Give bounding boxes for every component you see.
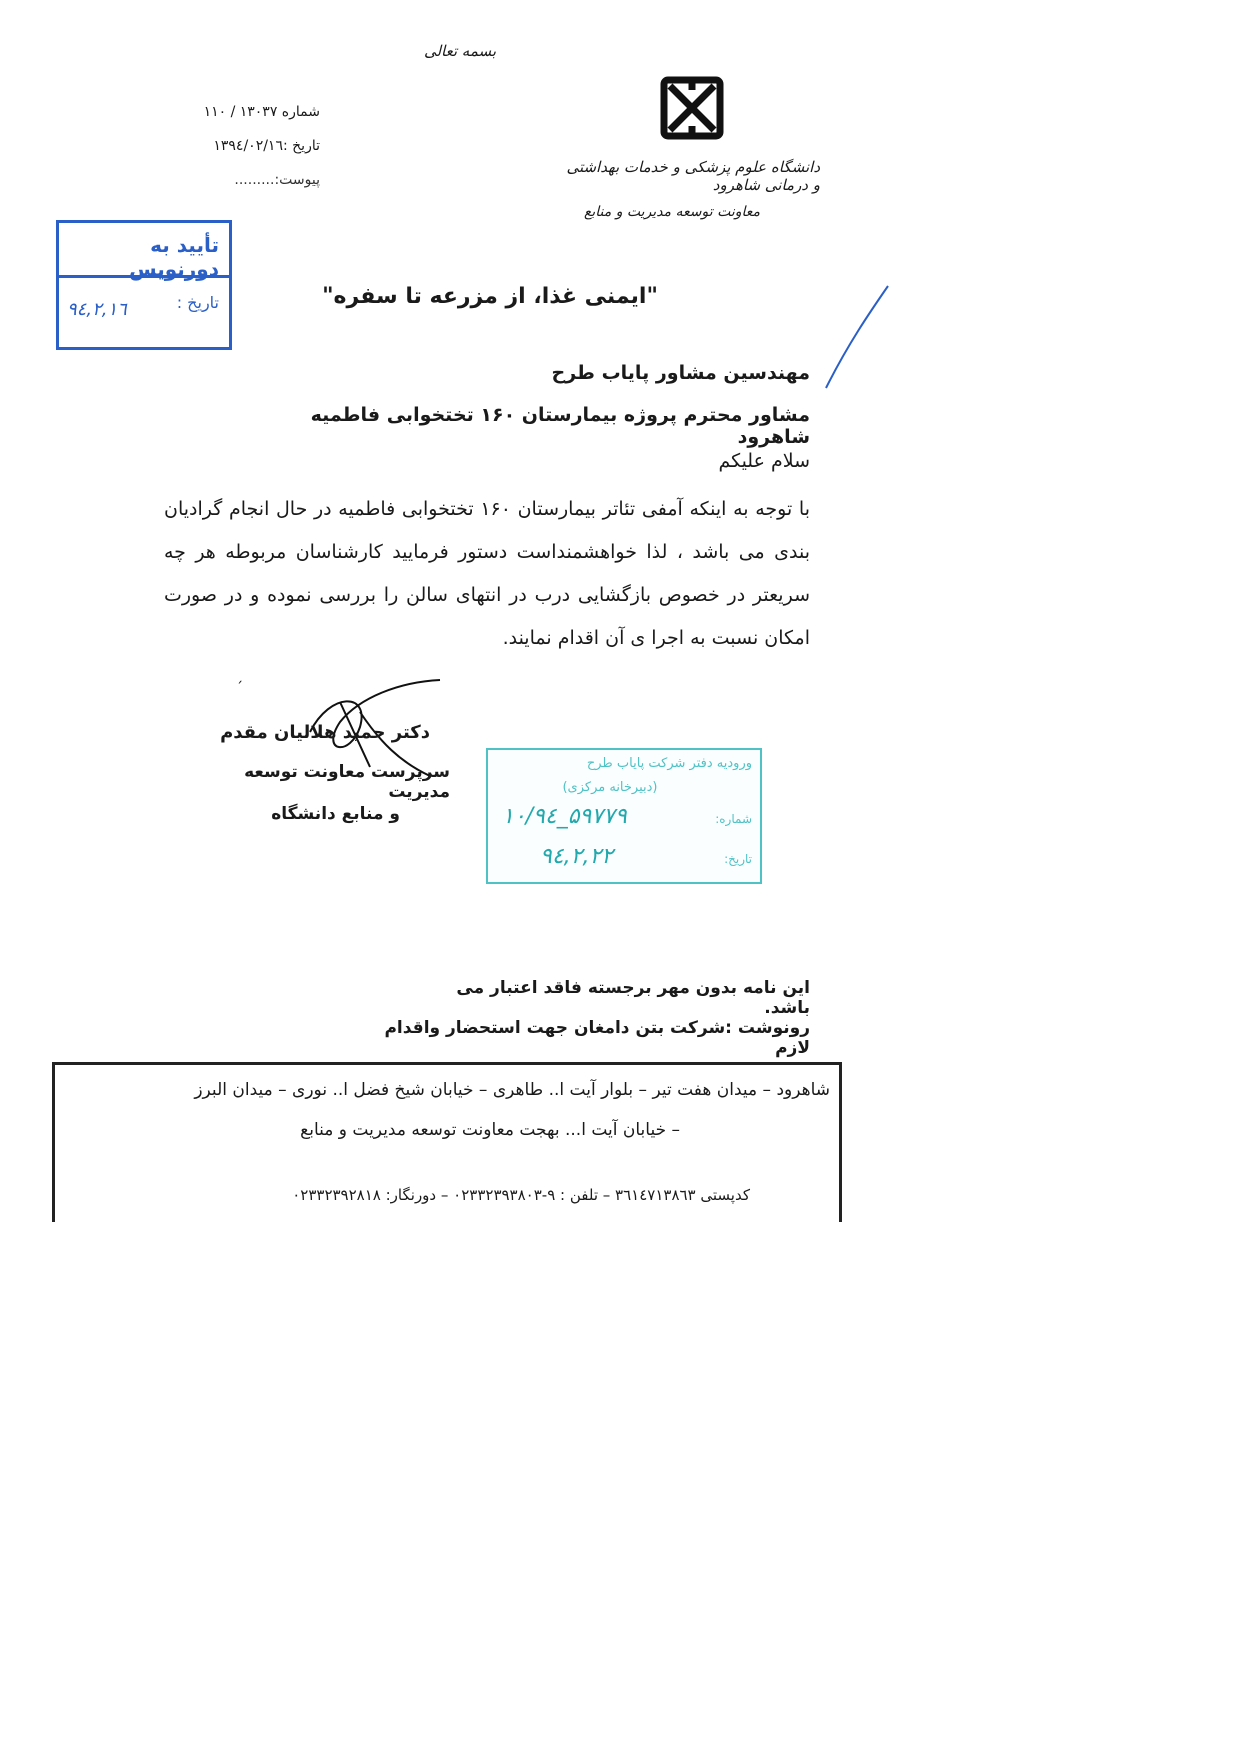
receipt-stamp (486, 748, 762, 884)
receipt-number-label: شماره: (715, 812, 752, 826)
university-name: دانشگاه علوم پزشکی و خدمات بهداشتی و درمانی شاهرود (566, 158, 820, 194)
receipt-number-value: ۱۰/۹٤_۵۹۷۷۹ (502, 804, 627, 829)
receipt-stamp-title: ورودیه دفتر شرکت پایاب طرح (586, 756, 752, 771)
deputy-name: معاونت توسعه مدیریت و منابع (583, 204, 760, 220)
footer-address-line1: شاهرود – میدان هفت تیر – بلوار آیت ا.. طاهری – خیابان شیخ فضل ا.. نوری – میدان البرز (194, 1080, 830, 1100)
handwritten-slash-mark (822, 282, 892, 392)
greeting: سلام علیکم (718, 450, 810, 472)
carbon-copy: رونوشت :شرکت بتن دامغان جهت استحضار واقدام لازم (384, 1018, 810, 1058)
letter-body: با توجه به اینکه آمفی تئاتر بیمارستان ۱۶۰ تختخوابی فاطمیه در حال انجام گرادیان بندی می باشد ، لذا خواهشمنداست دستور فرمایید کارشناسان مربوطه هر چه سریعتر در خصوص بازگشایی درب در انتهای سالن را بررسی نموده و در صورت امکان نسبت به اجرا ی آن اقدام نمایند. (164, 498, 810, 649)
stamp-date-label: تاریخ : (176, 293, 219, 312)
stamp-divider (59, 275, 229, 278)
stamp-date-value: ۹٤,۲,۱٦ (67, 299, 127, 320)
letter-date: تاریخ :۱۳۹٤/۰۲/۱٦ (213, 138, 320, 154)
receipt-date-label: تاریخ: (724, 852, 752, 866)
receipt-stamp-subtitle: (دبیرخانه مرکزی) (562, 780, 658, 795)
footer-contact: کدپستی ٣٦١٤٧١٣٨٦٣ – تلفن : ٩-٠٢٣٣٢٣٩٣٨٠٣ – دورنگار: ٠٢٣٣٢٣٩٢٨١٨ (292, 1186, 750, 1204)
addressee-company: مهندسین مشاور پایاب طرح (551, 362, 810, 384)
signer-title: سرپرست معاونت توسعه مدیریت (244, 762, 450, 802)
slogan: "ایمنی غذا، از مزرعه تا سفره" (322, 284, 658, 309)
footer-address-line2: – خیابان آیت ا... بهجت معاونت توسعه مدیریت و منابع (300, 1120, 680, 1140)
signer-name: دکتر حمید هلالیان مقدم (220, 722, 430, 743)
invocation: بسمه تعالی (423, 42, 497, 60)
receipt-date-value: ۹٤,۲,۲۲ (540, 844, 614, 869)
letter-number: شماره ۱۳۰۳۷ / ۱۱۰ (203, 104, 320, 120)
letter-attachment: پیوست:......... (234, 172, 320, 188)
validity-note: این نامه بدون مهر برجسته فاقد اعتبار می باشد. (456, 978, 810, 1018)
tick-mark: ˏ (236, 668, 243, 684)
signer-title-cont: و منابع دانشگاه (271, 804, 400, 824)
fax-approval-stamp (56, 220, 232, 350)
addressee-title: مشاور محترم پروژه بیمارستان ۱۶۰ تختخوابی فاطمیه شاهرود (310, 404, 810, 448)
university-logo (656, 72, 728, 144)
stamp-title: تأیید به دورنویس (128, 233, 219, 281)
